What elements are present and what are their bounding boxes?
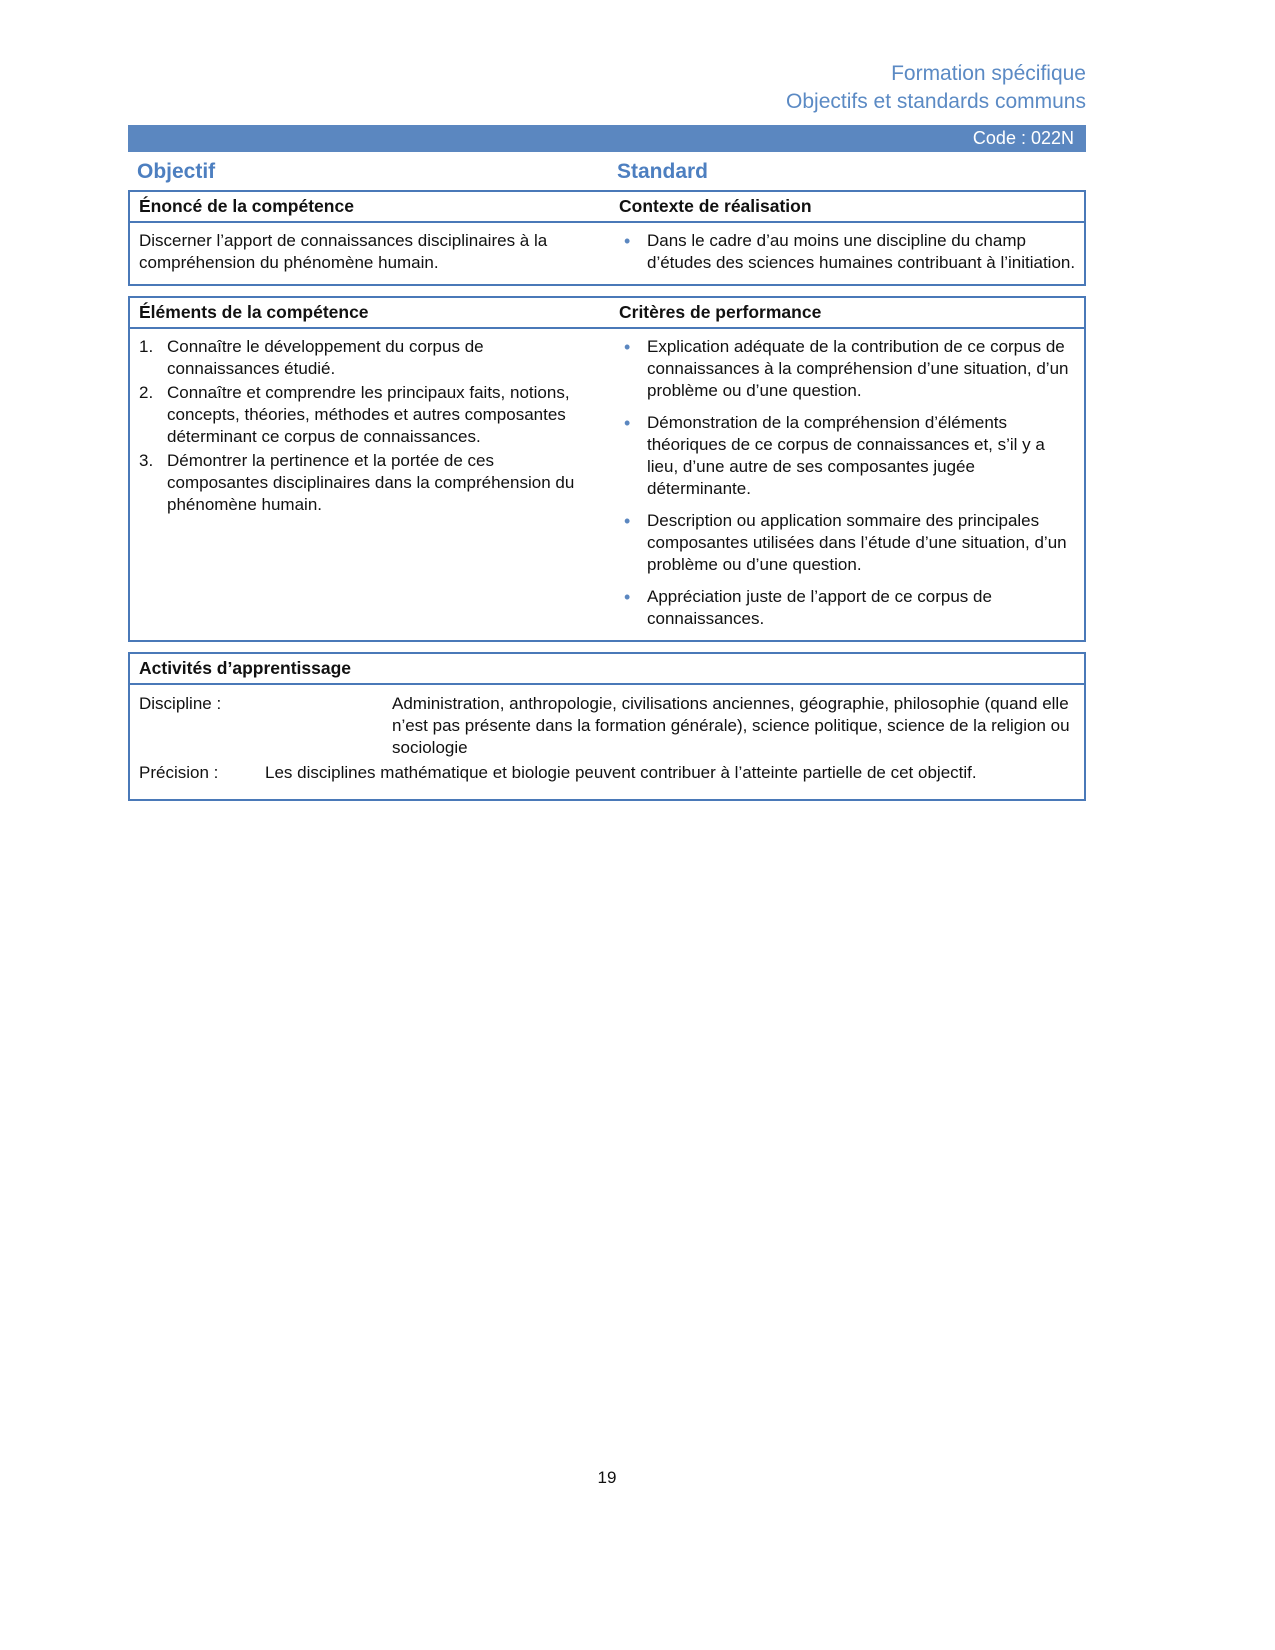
criteres-performance-header: Critères de performance bbox=[619, 302, 822, 322]
numbered-item bbox=[139, 450, 599, 516]
bullet-item bbox=[619, 586, 1076, 630]
bullet-icon: • bbox=[624, 337, 631, 357]
bullet-icon: • bbox=[624, 231, 631, 251]
header-line-2: Objectifs et standards communs bbox=[786, 90, 1086, 113]
context-bullet-list bbox=[619, 230, 1076, 274]
enonce-competence-header: Énoncé de la compétence bbox=[139, 196, 354, 216]
elements-competence-header: Éléments de la compétence bbox=[139, 302, 369, 322]
bullet-item bbox=[619, 336, 1076, 402]
bullet-text: Dans le cadre d’au moins une discipline du champ d’études des sciences humaines contribuant à l’initiation. bbox=[647, 231, 1076, 272]
discipline-text: Administration, anthropologie, civilisations anciennes, géographie, philosophie (quand elle n’est pas présente dans la formation générale), science politique, science de la religion ou sociologie bbox=[392, 694, 1070, 757]
context-cell bbox=[619, 223, 1084, 284]
elements-table bbox=[128, 296, 1086, 642]
item-text: Connaître le développement du corpus de connaissances étudié. bbox=[167, 337, 484, 378]
elements-table-body bbox=[130, 329, 1084, 640]
bullet-text: Démonstration de la compréhension d’éléments théoriques de ce corpus de connaissances et, s’il y a lieu, d’une autre de ses composantes jugée déterminante. bbox=[647, 413, 1045, 498]
numbered-item bbox=[139, 336, 599, 380]
activities-header: Activités d’apprentissage bbox=[130, 654, 1084, 685]
criteria-list-cell bbox=[619, 329, 1084, 640]
activities-table bbox=[128, 652, 1086, 801]
document-header bbox=[128, 60, 1086, 116]
precision-row bbox=[130, 762, 1084, 784]
elements-list-cell bbox=[130, 329, 619, 640]
competence-table-body bbox=[130, 223, 1084, 284]
bullet-item bbox=[619, 510, 1076, 576]
discipline-row bbox=[130, 693, 1084, 759]
competence-statement-cell bbox=[130, 223, 619, 284]
precision-text: Les disciplines mathématique et biologie peuvent contribuer à l’atteinte partielle de cet objectif. bbox=[265, 763, 977, 782]
competence-table-header bbox=[130, 192, 1084, 223]
item-text: Connaître et comprendre les principaux faits, notions, concepts, théories, méthodes et autres composantes déterminant ce corpus de connaissances. bbox=[167, 383, 570, 446]
code-label: Code : 022N bbox=[972, 128, 1074, 148]
item-number: 3. bbox=[139, 451, 154, 470]
competence-table bbox=[128, 190, 1086, 286]
item-number: 1. bbox=[139, 337, 154, 356]
bullet-text: Explication adéquate de la contribution de ce corpus de connaissances à la compréhension d’une situation, d’un problème ou d’une question. bbox=[647, 337, 1069, 400]
contexte-realisation-header: Contexte de réalisation bbox=[619, 196, 812, 216]
elements-table-header bbox=[130, 298, 1084, 329]
standard-heading: Standard bbox=[617, 160, 709, 183]
column-headings bbox=[128, 157, 1086, 190]
page-number: 19 bbox=[597, 1468, 617, 1487]
elements-numbered-list bbox=[139, 336, 599, 516]
bullet-text: Appréciation juste de l’apport de ce corpus de connaissances. bbox=[647, 587, 992, 628]
bullet-icon: • bbox=[624, 587, 631, 607]
header-line-1: Formation spécifique bbox=[891, 62, 1086, 85]
bullet-item bbox=[619, 412, 1076, 500]
precision-label: Précision : bbox=[139, 763, 219, 782]
activities-body bbox=[130, 685, 1084, 799]
item-number: 2. bbox=[139, 383, 154, 402]
bullet-icon: • bbox=[624, 511, 631, 531]
discipline-label: Discipline : bbox=[139, 694, 222, 713]
item-text: Démontrer la pertinence et la portée de ces composantes disciplinaires dans la compréhension du phénomène humain. bbox=[167, 451, 575, 514]
bullet-item bbox=[619, 230, 1076, 274]
objectif-heading: Objectif bbox=[137, 160, 216, 183]
bullet-text: Description ou application sommaire des principales composantes utilisées dans l’étude d’une situation, d’un problème ou d’une question. bbox=[647, 511, 1067, 574]
content-area bbox=[128, 0, 1086, 811]
criteria-bullet-list bbox=[619, 336, 1076, 630]
numbered-item bbox=[139, 382, 599, 448]
bullet-icon: • bbox=[624, 413, 631, 433]
code-bar bbox=[128, 125, 1086, 152]
competence-statement: Discerner l’apport de connaissances disciplinaires à la compréhension du phénomène humain. bbox=[139, 231, 548, 272]
